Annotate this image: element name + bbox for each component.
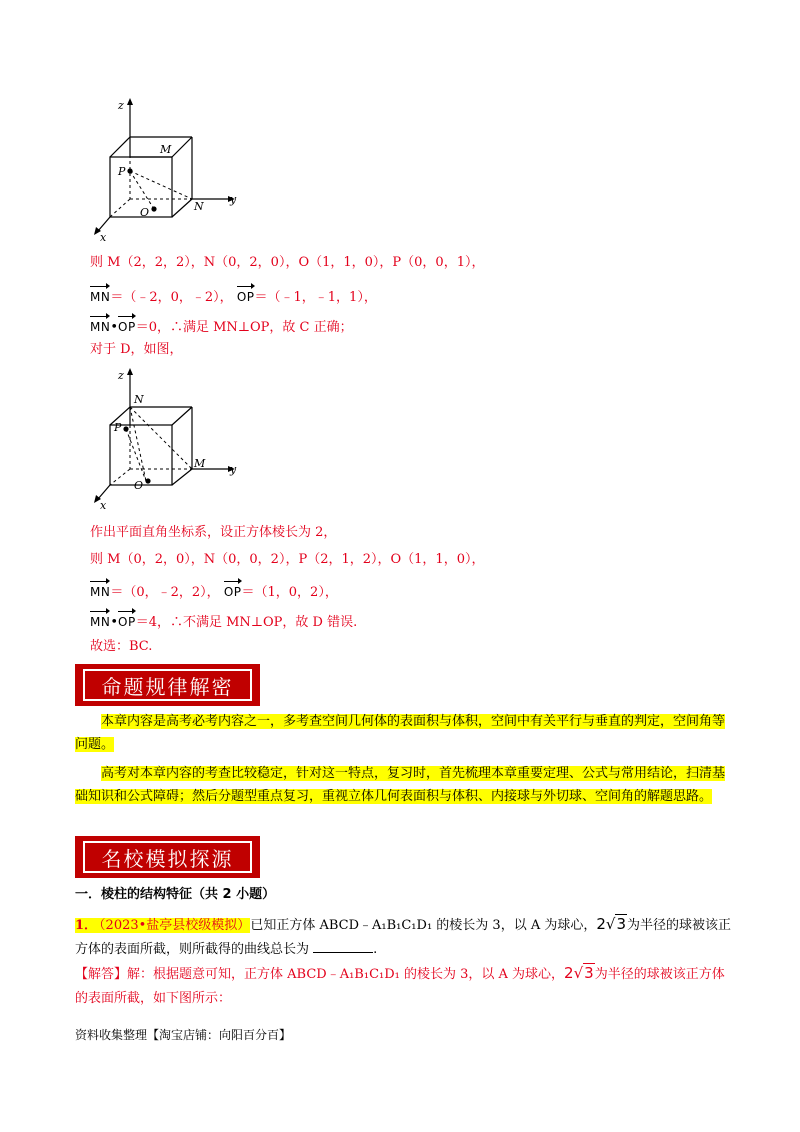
answer-1 xyxy=(75,961,735,1011)
fig1-label-p: P xyxy=(118,165,126,178)
vector-op-value: ＝（﹣1，﹣1，1）， xyxy=(254,290,377,305)
question-text-b: 为半径的球被该正方体的表面所截，则所截得的曲线总长为 xyxy=(75,918,732,957)
dot-symbol: • xyxy=(110,320,119,335)
vector-mn-value: ＝（﹣2，0，﹣2）， xyxy=(110,290,233,305)
question-1 xyxy=(75,912,735,962)
fig1-axis-x: x xyxy=(100,231,107,244)
dot-symbol-2: • xyxy=(110,615,119,630)
solution-c-line-3 xyxy=(90,315,353,337)
solution-c-line-4: 对于 D，如图， xyxy=(90,342,183,357)
vector-op-value-2: ＝（1，0，2）， xyxy=(241,585,338,600)
dot-product-result: ＝0，∴满足 MN⊥OP，故 C 正确； xyxy=(135,320,353,335)
solution-d-conclusion: 故选：BC. xyxy=(90,639,153,654)
fig1-axis-y: y xyxy=(230,193,237,206)
solution-d-line-2: 则 M（0，2，0），N（0，0，2），P（2，1，2），O（1，1，0）， xyxy=(90,552,485,567)
footer-text: 资料收集整理【淘宝店铺：向阳百分百】 xyxy=(75,1028,292,1042)
answer-sqrt-coefficient: 2 xyxy=(564,964,574,982)
fig2-axis-x: x xyxy=(100,499,107,512)
vector-op-dot-2: OP xyxy=(118,610,136,631)
vector-mn-dot: MN xyxy=(90,315,110,336)
paragraph-1 xyxy=(75,710,725,756)
fig2-axis-z: z xyxy=(118,369,124,382)
sqrt-radicand: 3 xyxy=(616,915,626,933)
paragraph-2 xyxy=(75,762,725,808)
solution-d-line-4 xyxy=(90,610,357,632)
answer-text-b: 为半径的球被该正方体的表面所截，如下图所示： xyxy=(75,967,725,1006)
banner-rules xyxy=(75,664,260,706)
vector-op-dot: OP xyxy=(118,315,136,336)
banner-mock-text: 名校模拟探源 xyxy=(101,846,234,871)
banner-mock-frame xyxy=(83,841,252,873)
question-number: 1． xyxy=(75,918,98,933)
fig2-label-o: O xyxy=(134,479,144,492)
answer-tag: 【解答】 xyxy=(75,967,128,982)
fig2-label-m: M xyxy=(194,457,206,470)
paragraph-1-text: 本章内容是高考必考内容之一，多考查空间几何体的表面积与体积，空间中有关平行与垂直的判定，空间角等问题。 xyxy=(75,714,726,752)
answer-sqrt-radicand: 3 xyxy=(584,964,594,982)
vector-op: OP xyxy=(237,285,255,306)
question-text-a: 已知正方体 ABCD﹣A₁B₁C₁D₁ 的棱长为 3，以 A 为球心， xyxy=(250,918,597,933)
question-source: （2023•盐亭县校级模拟） xyxy=(99,918,251,933)
vector-mn-2: MN xyxy=(90,580,110,601)
banner-rules-frame xyxy=(83,669,252,701)
question-end: . xyxy=(373,942,378,957)
fig1-label-o: O xyxy=(140,206,150,219)
answer-text-a: 解：根据题意可知，正方体 ABCD﹣A₁B₁C₁D₁ 的棱长为 3，以 A 为球心， xyxy=(127,967,565,982)
fig1-axis-z: z xyxy=(118,99,124,112)
answer-sqrt-expression: 2√3 xyxy=(564,964,594,982)
banner-rules-text: 命题规律解密 xyxy=(101,674,234,699)
solution-c-line-2 xyxy=(90,285,377,307)
solution-d-line-1: 作出平面直角坐标系，设正方体棱长为 2， xyxy=(90,525,337,540)
cube-figure-2 xyxy=(90,365,250,515)
vector-mn-value-2: ＝（0，﹣2，2）， xyxy=(110,585,220,600)
vector-op-2: OP xyxy=(224,580,242,601)
fig2-label-n: N xyxy=(134,393,144,406)
cube-figure-1 xyxy=(90,95,250,245)
paragraph-2-text: 高考对本章内容的考查比较稳定，针对这一特点，复习时，首先梳理本章重要定理、公式与常用结论，扫清基础知识和公式障碍；然后分题型重点复习，重视立体几何表面积与体积、内接球与外切球、空间角的解题思路。 xyxy=(75,766,726,804)
solution-d-line-3 xyxy=(90,580,338,602)
section-title: 一．棱柱的结构特征（共 2 小题） xyxy=(75,887,276,902)
answer-blank xyxy=(313,940,373,953)
solution-c-line-1: 则 M（2，2，2），N（0，2，0），O（1，1，0），P（0，0，1）， xyxy=(90,255,485,270)
fig2-axis-y: y xyxy=(230,463,237,476)
sqrt-expression: 2√3 xyxy=(596,915,626,933)
vector-mn-dot-2: MN xyxy=(90,610,110,631)
dot-product-result-2: ＝4，∴不满足 MN⊥OP，故 D 错误. xyxy=(135,615,358,630)
vector-mn: MN xyxy=(90,285,110,306)
fig2-label-p: P xyxy=(114,421,122,434)
fig1-label-m: M xyxy=(160,143,172,156)
fig1-label-n: N xyxy=(194,200,204,213)
sqrt-coefficient: 2 xyxy=(596,915,606,933)
banner-mock xyxy=(75,836,260,878)
